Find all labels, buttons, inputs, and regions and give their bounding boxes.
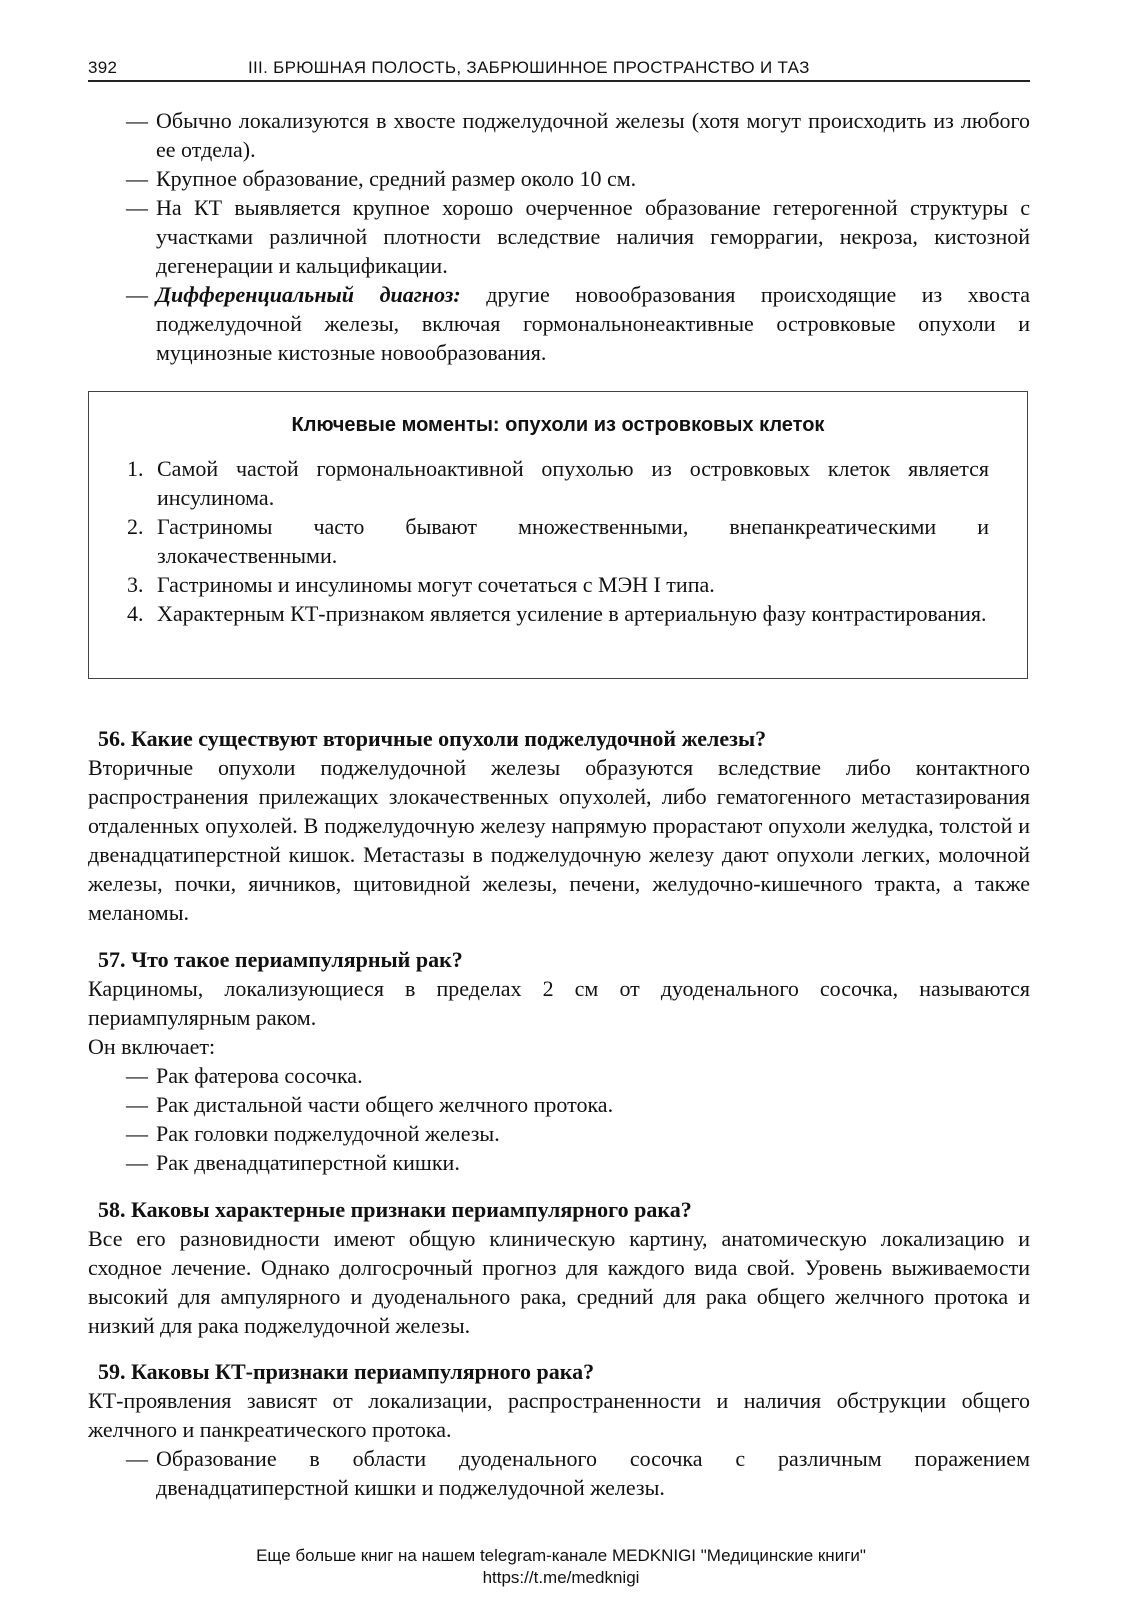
key-point-text: Гастриномы часто бывают множественными, внепанкреатическими и злокачественными. <box>157 514 989 568</box>
question-title: 57. Что такое периампулярный рак? <box>98 947 463 972</box>
differential-diagnosis-item <box>88 280 1030 367</box>
list-item: — Рак двенадцатиперстной кишки. <box>88 1148 1030 1177</box>
question-58 <box>88 1195 1030 1340</box>
page-number: 392 <box>88 58 118 77</box>
key-point-text: Самой частой гормональноактивной опухолью из островковых клеток является инсулинома. <box>157 456 989 510</box>
top-list <box>88 106 1030 367</box>
running-header <box>88 56 1030 82</box>
key-point <box>89 454 989 512</box>
list-item: — Рак фатерова сосочка. <box>88 1061 1030 1090</box>
list-item: — Образование в области дуоденального сосочка с различным поражением двенадцатиперстной кишки и поджелудочной железы. <box>88 1444 1030 1502</box>
key-point <box>89 599 989 628</box>
key-points-box <box>88 391 1028 679</box>
list-item: — Обычно локализуются в хвосте поджелудочной железы (хотя могут происходить из любого ее отдела). <box>88 106 1030 164</box>
key-points-title: Ключевые моменты: опухоли из островковых клеток <box>291 414 825 436</box>
question-59 <box>88 1357 1030 1502</box>
footer-text: Еще больше книг на нашем telegram-канале MEDKNIGI "Медицинские книги" <box>256 1546 866 1565</box>
key-points-list <box>89 454 989 628</box>
key-point-number: 1. <box>127 456 144 481</box>
list-item: — Рак дистальной части общего желчного протока. <box>88 1090 1030 1119</box>
footer-link[interactable]: https://t.me/medknigi <box>482 1568 640 1587</box>
list-item: — На КТ выявляется крупное хорошо очерченное образование гетерогенной структуры с участками различной плотности вследствие наличия геморрагии, некроза, кистозной дегенерации и кальцификации. <box>88 193 1030 280</box>
footer <box>0 1545 1122 1589</box>
chapter-title: III. БРЮШНАЯ ПОЛОСТЬ, ЗАБРЮШИННОЕ ПРОСТРАНСТВО И ТАЗ <box>248 58 810 77</box>
differential-diagnosis-label: Дифференциальный диагноз: <box>156 282 461 307</box>
question-answer: КТ-проявления зависят от локализации, распространенности и наличия обструкции общего желчного и панкреатического протока. <box>88 1388 1030 1442</box>
key-point-number: 3. <box>127 572 144 597</box>
question-answer: Все его разновидности имеют общую клиническую картину, анатомическую локализацию и сходное лечение. Однако долгосрочный прогноз для каждого вида свой. Уровень выживаемости высокий для ампулярного и дуоденального рака, средний для рака общего желчного протока и низкий для рака поджелудочной железы. <box>88 1226 1030 1338</box>
key-point <box>89 512 989 570</box>
list-item: — Рак головки поджелудочной железы. <box>88 1119 1030 1148</box>
question-56 <box>88 724 1030 927</box>
question-answer: Карциномы, локализующиеся в пределах 2 см от дуоденального сосочка, называются периампулярным раком. <box>88 976 1030 1030</box>
key-point-number: 4. <box>127 601 144 626</box>
key-point-text: Гастриномы и инсулиномы могут сочетаться с МЭН I типа. <box>157 572 715 597</box>
differential-diagnosis-text: другие новообразования происходящие из хвоста поджелудочной железы, включая гормональнонеактивные островковые опухоли и муцинозные кистозные новообразования. <box>156 282 1031 365</box>
question-title: 56. Какие существуют вторичные опухоли поджелудочной железы? <box>98 726 767 751</box>
list-item: — Крупное образование, средний размер около 10 см. <box>88 164 1030 193</box>
question-57 <box>88 945 1030 1177</box>
list-intro: Он включает: <box>88 1034 216 1059</box>
question-answer: Вторичные опухоли поджелудочной железы образуются вследствие либо контактного распространения прилежащих злокачественных опухолей, либо гематогенного метастазирования отдаленных опухолей. В поджелудочную железу напрямую прорастают опухоли желудка, толстой и двенадцатиперстной кишок. Метастазы в поджелудочную железу дают опухоли легких, молочной железы, почки, яичников, щитовидной железы, печени, желудочно-кишечного тракта, а также меланомы. <box>88 755 1030 925</box>
key-point <box>89 570 989 599</box>
question-title: 59. Каковы КТ-признаки периампулярного рака? <box>98 1359 595 1384</box>
key-point-number: 2. <box>127 514 144 539</box>
key-point-text: Характерным КТ-признаком является усиление в артериальную фазу контрастирования. <box>157 601 987 626</box>
question-title: 58. Каковы характерные признаки периампулярного рака? <box>98 1197 692 1222</box>
